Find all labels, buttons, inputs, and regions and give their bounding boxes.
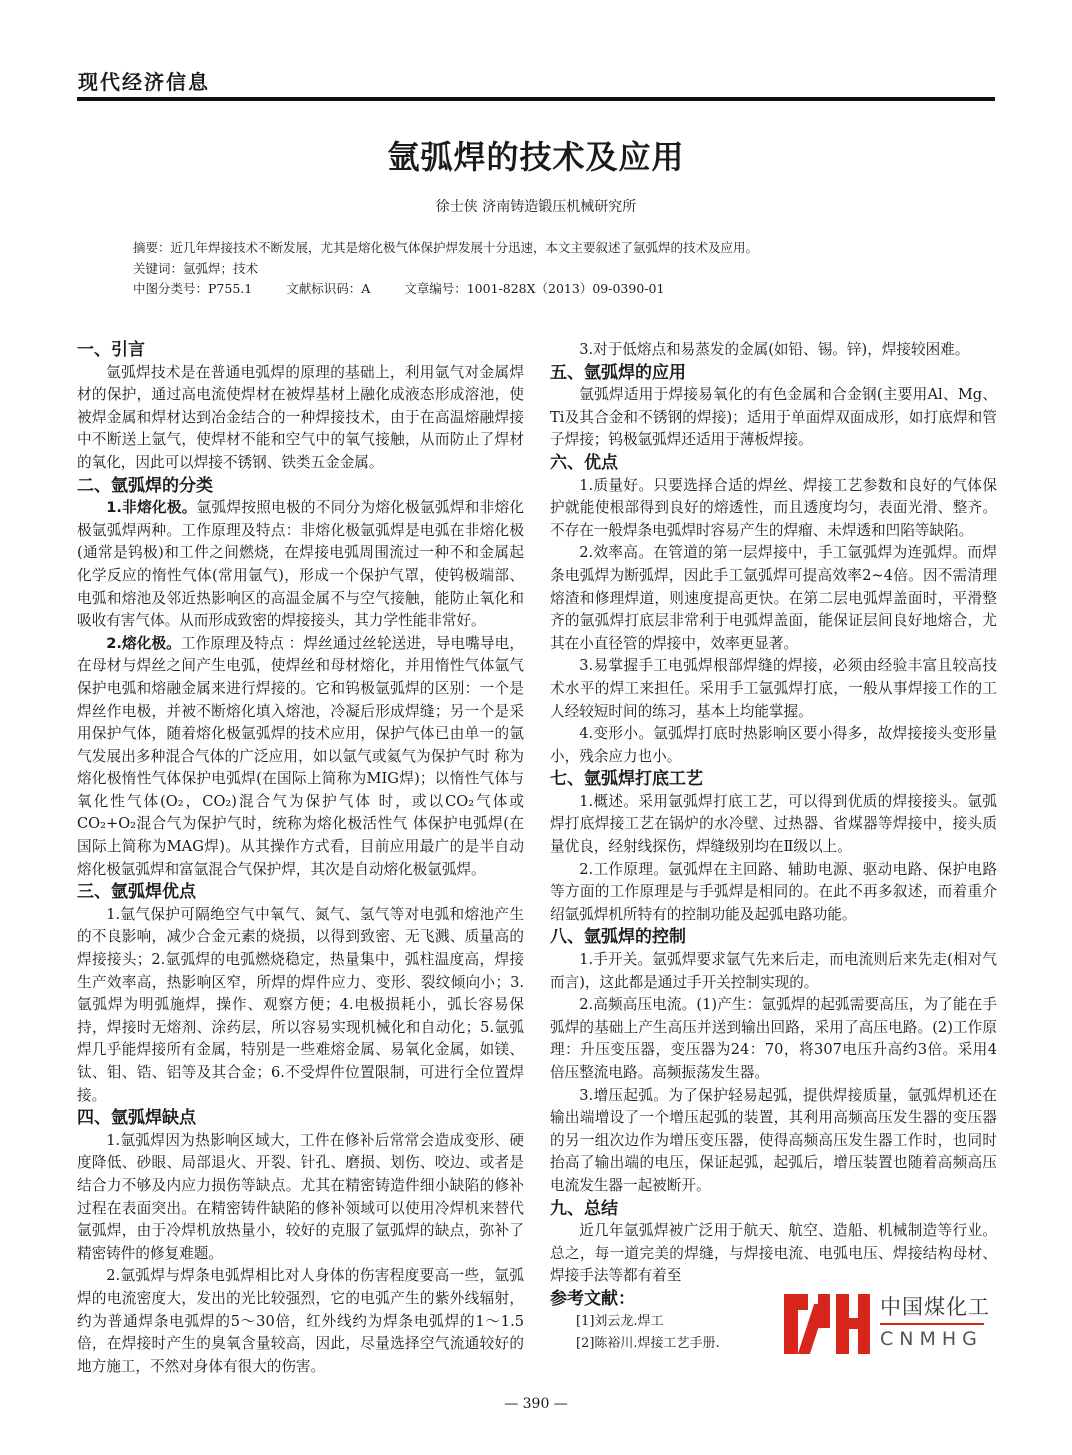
paragraph <box>77 497 524 633</box>
paragraph <box>77 633 524 882</box>
logo-mark-icon <box>784 1294 870 1354</box>
section-heading: 五、氩弧焊的应用 <box>550 362 686 383</box>
paragraph: 2.工作原理。氩弧焊在主回路、辅助电源、驱动电路、保护电路等方面的工作原理是与手弧焊是相同的。在此不再多叙述，而着重介绍氩弧焊机所特有的控制功能及起弧电路功能。 <box>550 860 997 923</box>
paragraph: 3.增压起弧。为了保护轻易起弧，提供焊接质量，氩弧焊机还在输出端增设了一个增压起弧的装置，其利用高频高压发生器的变压器的另一组次边作为增压变压器，使得高频高压发生器工作时，也同时抬高了输出端的电压，保证起弧，起弧后，增压装置也随着高频高压电流发生器一起被断开。 <box>550 1086 997 1194</box>
paragraph: 3.易掌握手工电弧焊根部焊缝的焊接，必须由经验丰富且较高技术水平的焊工来担任。采用手工氩弧焊打底，一般从事焊接工作的工人经较短时间的练习，基本上均能掌握。 <box>550 657 997 720</box>
keywords: 关键词：氩弧焊；技术 <box>133 260 259 276</box>
article-title: 氩弧焊的技术及应用 <box>387 138 685 176</box>
paragraph: 2.高频高压电流。(1)产生：氩弧焊的起弧需要高压，为了能在手弧焊的基础上产生高压并送到输出回路，采用了高压电路。(2)工作原理：升压变压器，变压器为24：70，将307电压升高约3倍。采用4倍压整流电路。高频振荡发生器。 <box>550 996 997 1081</box>
journal-name: 现代经济信息 <box>78 70 210 94</box>
classification-line <box>133 279 758 300</box>
paragraph: 2.氩弧焊与焊条电弧焊相比对人身体的伤害程度要高一些，氩弧焊的电流密度大，发出的光比较强烈，它的电弧产生的紫外线辐射，约为普通焊条电弧焊的5～30倍，红外线约为焊条电弧焊的1～1.5倍，在焊接时产生的臭氧含量较高，因此，尽量选择空气流通较好的地方施工，不然对身体有很大的伤害。 <box>77 1267 524 1375</box>
paragraph: 1.氩弧焊因为热影响区域大，工件在修补后常常会造成变形、硬度降低、砂眼、局部退火、开裂、针孔、磨损、划伤、咬边、或者是结合力不够及内应力损伤等缺点。尤其在精密铸造件细小缺陷的修补过程在表面突出。在精密铸件缺陷的修补领域可以使用冷焊机来替代氩弧焊，由于冷焊机放热量小，较好的克服了氩弧焊的缺点，弥补了精密铸件的修复难题。 <box>77 1131 524 1262</box>
paragraph-lead: 2.熔化极。 <box>106 634 181 652</box>
abstract: 摘要：近几年焊接技术不断发展，尤其是熔化极气体保护焊发展十分迅速，本文主要叙述了氩弧焊的技术及应用。 <box>133 240 759 255</box>
article-meta <box>133 238 758 300</box>
section-heading: 一、引言 <box>77 340 145 360</box>
page-number: — 390 — <box>504 1396 568 1412</box>
references-heading: 参考文献： <box>550 1288 635 1309</box>
logo-text-cn: 中国煤化工 <box>880 1294 990 1319</box>
paragraph: 1.手开关。氩弧焊要求氩气先来后走，而电流则后来先走(相对气而言)，这此都是通过手开关控制实现的。 <box>550 951 997 991</box>
paragraph: 3.对于低熔点和易蒸发的金属(如铅、锡。锌)，焊接较困难。 <box>579 341 970 358</box>
logo-text-en: CNMHG <box>880 1327 983 1350</box>
paragraph: 1.质量好。只要选择合适的焊丝、焊接工艺参数和良好的气体保护就能使根部得到良好的熔透性，而且透度均匀，表面光滑、整齐。不存在一般焊条电弧焊时容易产生的焊瘤、未焊透和凹陷等缺陷。 <box>550 476 997 539</box>
header-rule <box>77 97 995 101</box>
section-heading: 四、氩弧焊缺点 <box>77 1108 196 1129</box>
left-column <box>77 339 524 1378</box>
section-heading: 三、氩弧焊优点 <box>77 882 196 903</box>
paragraph: 氩弧焊技术是在普通电弧焊的原理的基础上，利用氩气对金属焊材的保护，通过高电流使焊材在被焊基材上融化成液态形成溶池，使被焊金属和焊材达到冶金结合的一种焊接技术，由于在高温熔融焊接中不断送上氩气，使焊材不能和空气中的氧气接触，从而防止了焊材的氧化，因此可以焊接不锈钢、铁类五金金属。 <box>77 363 524 471</box>
paragraph: 近几年氩弧焊被广泛用于航天、航空、造船、机械制造等行业。总之，每一道完美的焊缝，与焊接电流、电弧电压、焊接结构母材、焊接手法等都有着至 <box>550 1222 997 1285</box>
section-heading: 七、氩弧焊打底工艺 <box>550 769 703 790</box>
paragraph: 1.概述。采用氩弧焊打底工艺，可以得到优质的焊接接头。氩弧焊打底焊接工艺在锅炉的水冷壁、过热器、省煤器等焊接中，接头质量优良，经射线探伤，焊缝级别均在Ⅱ级以上。 <box>550 792 997 856</box>
right-column <box>550 339 997 1358</box>
section-heading: 二、氩弧焊的分类 <box>77 475 213 496</box>
reference-item: [1]刘云龙.焊工 <box>576 1313 664 1329</box>
paragraph-text: 氩弧焊按照电极的不同分为熔化极氩弧焊和非熔化极氩弧焊两种。工作原理及特点：非熔化极氩弧焊是电弧在非熔化极(通常是钨极)和工件之间燃烧，在焊接电弧周围流过一种不和金属起化学反应的惰性气体(常用氩气)，形成一个保护气罩，使钨极端部、电弧和熔池及邻近热影响区的高温金属不与空气接触，能防止氧化和吸收有害气体。从而形成致密的焊接接头，其力学性能非常好。 <box>77 499 524 630</box>
reference-item: [2]陈裕川.焊接工艺手册. <box>576 1336 720 1352</box>
section-heading: 九、总结 <box>550 1198 618 1219</box>
paragraph: 4.变形小。氩弧焊打底时热影响区要小得多，故焊接接头变形量小，残余应力也小。 <box>550 725 997 765</box>
clc-number: 中图分类号：P755.1 <box>133 281 253 296</box>
paragraph-text: 工作原理及特点 ：焊丝通过丝轮送进，导电嘴导电，在母材与焊丝之间产生电弧，使焊丝和母材熔化，并用惰性气体氩气保护电弧和熔融金属来进行焊接的。它和钨极氩弧焊的区别：一个是焊丝作电极，并被不断熔化填入熔池，冷凝后形成焊缝；另一个是采用保护气体，随着熔化极氩弧焊的技术应用，保护气体已由单一的氩气发展出多种混合气体的广泛应用，如以氩气或氦气为保护气时 称为熔化极惰性气体保护电弧焊(在国际上简称为MIG焊)；以惰性气体与氧化性气体(O₂，CO₂)混合气为保护气体 时，或以CO₂气体或CO₂+O₂混合气为保护气时，统称为熔化极活性气 体保护电弧焊(在国际上简称为MAG焊)。从其操作方式看，目前应用最广的是半自动熔化极氩弧焊和富氩混合气保护焊，其次是自动熔化极氩弧焊。 <box>77 634 524 878</box>
document-code: 文献标识码：A <box>286 281 371 296</box>
paragraph: 氩弧焊适用于焊接易氧化的有色金属和合金钢(主要用Al、Mg、Ti及其合金和不锈钢的焊接)；适用于单面焊双面成形，如打底焊和管子焊接；钨极氩弧焊还适用于薄板焊接。 <box>550 386 997 449</box>
article-author: 徐士侠 济南铸造锻压机械研究所 <box>435 199 637 215</box>
section-heading: 八、氩弧焊的控制 <box>550 927 686 948</box>
paragraph: 1.氩气保护可隔绝空气中氧气、氮气、氢气等对电弧和熔池产生的不良影响，减少合金元素的烧损，以得到致密、无飞溅、质量高的焊接接头；2.氩弧焊的电弧燃烧稳定，热量集中，弧柱温度高，焊接生产效率高，热影响区窄，所焊的焊件应力、变形、裂纹倾向小；3.氩弧焊为明弧施焊，操作、观察方便；4.电极损耗小，弧长容易保持，焊接时无熔剂、涂药层，所以容易实现机械化和自动化；5.氩弧焊几乎能焊接所有金属，特别是一些难熔金属、易氧化金属，如镁、钛、钼、锆、铝等及其合金；6.不受焊件位置限制，可进行全位置焊接。 <box>77 905 524 1104</box>
section-heading: 六、优点 <box>550 452 618 473</box>
watermark-logo <box>782 1292 997 1358</box>
paragraph-lead: 1.非熔化极。 <box>106 499 197 517</box>
logo-divider <box>880 1323 984 1325</box>
article-number: 文章编号：1001-828X（2013）09-0390-01 <box>404 281 665 296</box>
paragraph: 2.效率高。在管道的第一层焊接中，手工氩弧焊为连弧焊。而焊条电弧焊为断弧焊，因此手工氩弧焊可提高效率2~4倍。因不需清理熔渣和修理焊道，则速度提高更快。在第二层电弧焊盖面时，平滑整齐的氩弧焊打底层非常利于电弧焊盖面，能保证层间良好地熔合，尤其在小直径管的焊接中，效率更显著。 <box>550 544 997 652</box>
